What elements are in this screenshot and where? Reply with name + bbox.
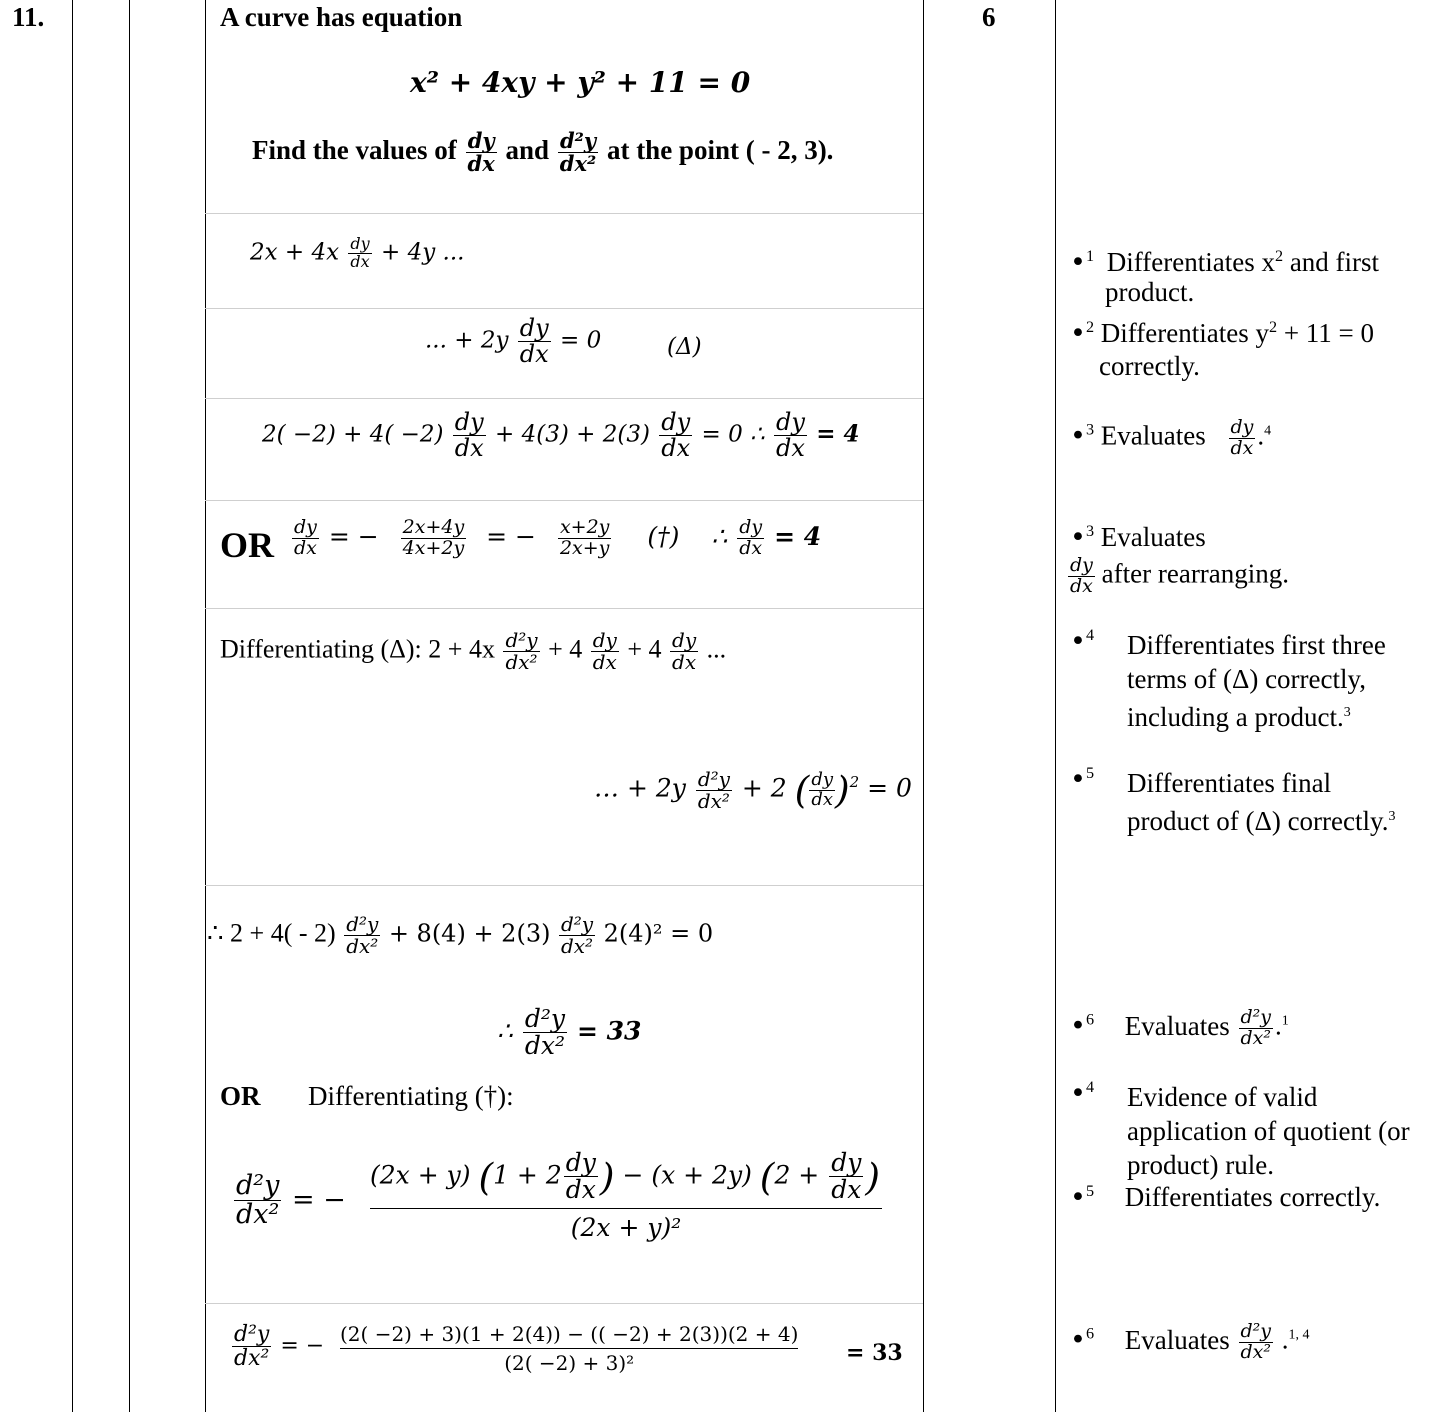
or-label-1: OR [220, 525, 274, 565]
column-divider-1 [72, 0, 73, 1412]
row-separator [205, 213, 923, 214]
question-find [252, 130, 833, 175]
note-3-alt: •$^3$ Evaluates [1070, 522, 1206, 553]
differentiating-dagger: Differentiating (†): [308, 1081, 514, 1111]
column-divider-3 [205, 0, 206, 1412]
or-label-2: OR [220, 1081, 261, 1111]
column-divider-4 [923, 0, 924, 1412]
find-pre: Find the values of [252, 134, 457, 165]
question-intro: A curve has equation [220, 2, 463, 32]
quotient-fraction: (2x + y) (1 + 2 $\frac{dy}{dx}$ ) − (x + 2y) (2 + $\frac{dy}{dx}$ ) (2x + y)² [370, 1148, 880, 1242]
row-separator [205, 885, 923, 886]
second-derivative-result: ∴ $\frac{\text{d²y}}{\text{dx²}}$ = 33 [497, 1004, 642, 1061]
working-step-3: 2( −2) + 4( −2) $\frac{dy}{dx}$ + 4(3) + 2(3) $\frac{dy}{dx}$ = 0 ∴ $\frac{dy}{dx}$ = 4 [262, 408, 860, 463]
final-fraction: (2( −2) + 3)(1 + 2(4)) − (( −2) + 2(3))(2 + 4) (2( −2) + 3)² [340, 1322, 799, 1375]
note-2: •$^2$ Differentiates $y^2 + 11 = 0$ [1070, 318, 1375, 349]
note-3: •$^3$ Evaluates $\frac{dy}{dx}$ .$^4$ [1070, 416, 1272, 459]
column-divider-5 [1055, 0, 1056, 1412]
note-3-alt-line-2: $\frac{dy}{dx}$ after rearranging. [1070, 554, 1290, 597]
note-6-alt: •$^6$ Evaluates $\frac{\text{d²y}}{\text{dx²}}$ .$^{1, 4}$ [1070, 1320, 1310, 1363]
note-2-line-2: correctly. [1099, 351, 1200, 381]
working-step-2: ... + 2y $\frac{dy}{dx}$ = 0 [425, 314, 602, 369]
note-4-alt-bullet: •$^4$ [1070, 1078, 1095, 1109]
note-1: •$^1$ Differentiates $x^2$ and first [1070, 247, 1380, 278]
find-and: and [505, 134, 550, 165]
row-separator [205, 398, 923, 399]
working-step-1: 2x + 4x $\frac{dy}{dx}$ + 4y ... [250, 234, 465, 271]
note-4-text: Differentiates first three terms of (Δ) correctly, including a product.$^3$ [1127, 630, 1386, 732]
quotient-lhs: $\frac{\text{d²y}}{\text{dx²}}$ = − [236, 1170, 346, 1231]
row-separator [205, 500, 923, 501]
dy-dx-fraction: $\frac{dy}{dx}$ [467, 128, 495, 177]
or-rearranged-derivative: $\frac{dy}{dx}$ = − $\frac{2x+4y}{4x+2y}$ = − $\frac{x+2y}{2x+y}$ (†) ∴ $\frac{dy}{dx}$ = 4 [294, 516, 822, 559]
row-separator [205, 608, 923, 609]
substitution-line: ∴ 2 + 4( - 2) $\frac{\text{d²y}}{\text{dx²}}$ + 8(4) + 2(3) $\frac{\text{d²y}}{\text{dx²}}$ 2(4)² = 0 [207, 912, 714, 958]
differentiating-delta: Differentiating (Δ): 2 + 4x $\frac{\text{d²y}}{\text{dx²}}$ + 4 $\frac{dy}{dx}$ + 4 $\frac{dy}{dx}$ ... [220, 628, 727, 674]
final-lhs: $\frac{\text{d²y}}{\text{dx²}}$ = − [234, 1322, 325, 1372]
note-4-alt-text: Evidence of valid application of quotient (or product) rule. [1127, 1082, 1410, 1180]
note-6: •$^6$ Evaluates $\frac{\text{d²y}}{\text{dx²}}$ .$^1$ [1070, 1006, 1289, 1049]
question-marks: 6 [982, 2, 996, 32]
note-5-bullet: •$^5$ [1070, 764, 1095, 795]
d2y-dx2-fraction: $\frac{\text{d²y}}{\text{dx²}}$ [559, 128, 597, 177]
column-divider-2 [129, 0, 130, 1412]
row-separator [205, 1303, 923, 1304]
find-post: at the point ( - 2, 3). [606, 134, 834, 165]
note-5-text: Differentiates final product of (Δ) correctly.$^3$ [1127, 768, 1396, 836]
differentiating-delta-continued: … + 2y $\frac{\text{d²y}}{\text{dx²}}$ + 2 ( $\frac{dy}{dx}$ )$^2$ = 0 [594, 766, 912, 813]
note-5-alt: •$^5$ Differentiates correctly. [1070, 1182, 1381, 1213]
note-1-line-2: product. [1105, 277, 1195, 307]
note-4-bullet: •$^4$ [1070, 626, 1095, 657]
row-separator [205, 308, 923, 309]
question-equation: x² + 4xy + y² + 11 = 0 [410, 66, 751, 99]
delta-tag: (Δ) [667, 334, 702, 360]
final-result: = 33 [846, 1340, 903, 1366]
question-number: 11. [12, 2, 45, 32]
